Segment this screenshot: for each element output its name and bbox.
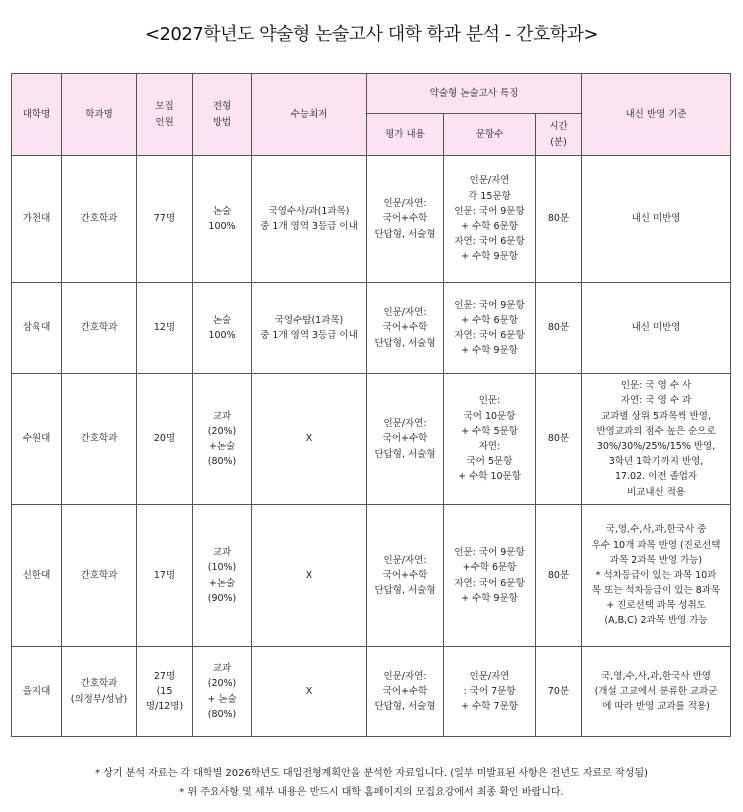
cell-quota: 12명 (137, 283, 193, 374)
cell-eval-content: 인문/자연: 국어+수학 단답형, 서술형 (367, 156, 444, 283)
cell-naesin: 국,영,수,사,과,한국사 반영 (개설 고교에서 분류한 교과군 에 따라 반영 교과를 적용) (582, 647, 731, 737)
footnote: * 위 주요사항 및 세부 내용은 반드시 대학 홈페이지의 모집요강에서 최종 확인 바랍니다. (179, 787, 564, 798)
table-row (12, 647, 731, 737)
cell-time: 80분 (536, 374, 582, 505)
cell-university: 수원대 (12, 374, 62, 505)
header-naesin: 내신 반영 기준 (582, 74, 731, 156)
cell-csat-min: 국영수탐(1과목) 중 1개 영역 3등급 이내 (252, 283, 367, 374)
cell-quota: 27명 (15 명/12명) (137, 647, 193, 737)
cell-method: 교과 (20%) +논술 (80%) (193, 374, 252, 505)
cell-csat-min: X (252, 505, 367, 647)
table-row (12, 283, 731, 374)
cell-time: 80분 (536, 283, 582, 374)
cell-university: 신한대 (12, 505, 62, 647)
header-features-group: 약술형 논술고사 특징 (367, 74, 582, 114)
cell-time: 80분 (536, 505, 582, 647)
header-quota: 모집 인원 (137, 74, 193, 156)
cell-questions: 인문/자연 : 국어 7문항 + 수학 7문항 (444, 647, 536, 737)
cell-university: 삼육대 (12, 283, 62, 374)
cell-csat-min: X (252, 647, 367, 737)
cell-naesin: 내신 미반영 (582, 156, 731, 283)
footnotes (0, 764, 743, 802)
table-row (12, 374, 731, 505)
table-row (12, 156, 731, 283)
cell-questions: 인문: 국어 9문항 +수학 6문항 자연: 국어 6문항 + 수학 9문항 (444, 505, 536, 647)
cell-questions: 인문: 국어 10문항 + 수학 5문항 자연: 국어 5문항 + 수학 10문항 (444, 374, 536, 505)
cell-university: 을지대 (12, 647, 62, 737)
cell-department: 간호학과 (62, 283, 137, 374)
cell-method: 논술 100% (193, 283, 252, 374)
cell-quota: 17명 (137, 505, 193, 647)
header-eval-content: 평가 내용 (367, 114, 444, 156)
cell-eval-content: 인문/자연: 국어+수학 단답형, 서술형 (367, 374, 444, 505)
cell-questions: 인문: 국어 9문항 + 수학 6문항 자연: 국어 6문항 + 수학 9문항 (444, 283, 536, 374)
cell-eval-content: 인문/자연: 국어+수학 단답형, 서술형 (367, 283, 444, 374)
cell-time: 80분 (536, 156, 582, 283)
cell-eval-content: 인문/자연: 국어+수학 단답형, 서술형 (367, 647, 444, 737)
cell-eval-content: 인문/자연: 국어+수학 단답형, 서술형 (367, 505, 444, 647)
header-university: 대학명 (12, 74, 62, 156)
analysis-table (11, 73, 731, 737)
cell-method: 논술 100% (193, 156, 252, 283)
cell-method: 교과 (10%) +논술 (90%) (193, 505, 252, 647)
header-questions: 문항수 (444, 114, 536, 156)
header-department: 학과명 (62, 74, 137, 156)
header-time: 시간 (분) (536, 114, 582, 156)
page-title: <2027학년도 약술형 논술고사 대학 학과 분석 - 간호학과> (144, 24, 599, 45)
cell-department: 간호학과 (62, 505, 137, 647)
header-csat-min: 수능최저 (252, 74, 367, 156)
header-method: 전형 방법 (193, 74, 252, 156)
cell-method: 교과 (20%) + 논술 (80%) (193, 647, 252, 737)
cell-quota: 77명 (137, 156, 193, 283)
cell-time: 70분 (536, 647, 582, 737)
cell-department: 간호학과 (의정부/성남) (62, 647, 137, 737)
cell-naesin: 국,영,수,사,과,한국사 중 우수 10개 과목 반영 (진로선택 과목 2과목 반영 가능) * 석차등급이 있는 과목 10과 목 또는 석차등급이 있는 8과목 + 진로선택 과목 성취도 (A,B,C) 2과목 반영 가능 (582, 505, 731, 647)
cell-csat-min: X (252, 374, 367, 505)
cell-quota: 20명 (137, 374, 193, 505)
cell-naesin: 내신 미반영 (582, 283, 731, 374)
cell-questions: 인문/자연 각 15문항 인문: 국어 9문항 + 수학 6문항 자연: 국어 6문항 + 수학 9문항 (444, 156, 536, 283)
footnote: * 상기 분석 자료는 각 대학별 2026학년도 대입전형계획안을 분석한 자료입니다. (일부 미발표된 사항은 전년도 자료로 작성됨) (95, 768, 648, 779)
table-row (12, 505, 731, 647)
cell-naesin: 인문: 국 영 수 사 자연: 국 영 수 과 교과별 상위 5과목씩 반영, 반영교과의 점수 높은 순으로 30%/30%/25%/15% 반영, 3학년 1학기까지 반영, 17.02. 이전 졸업자 비교내신 적용 (582, 374, 731, 505)
cell-department: 간호학과 (62, 374, 137, 505)
cell-department: 간호학과 (62, 156, 137, 283)
cell-csat-min: 국영수사/과(1과목) 중 1개 영역 3등급 이내 (252, 156, 367, 283)
cell-university: 가천대 (12, 156, 62, 283)
